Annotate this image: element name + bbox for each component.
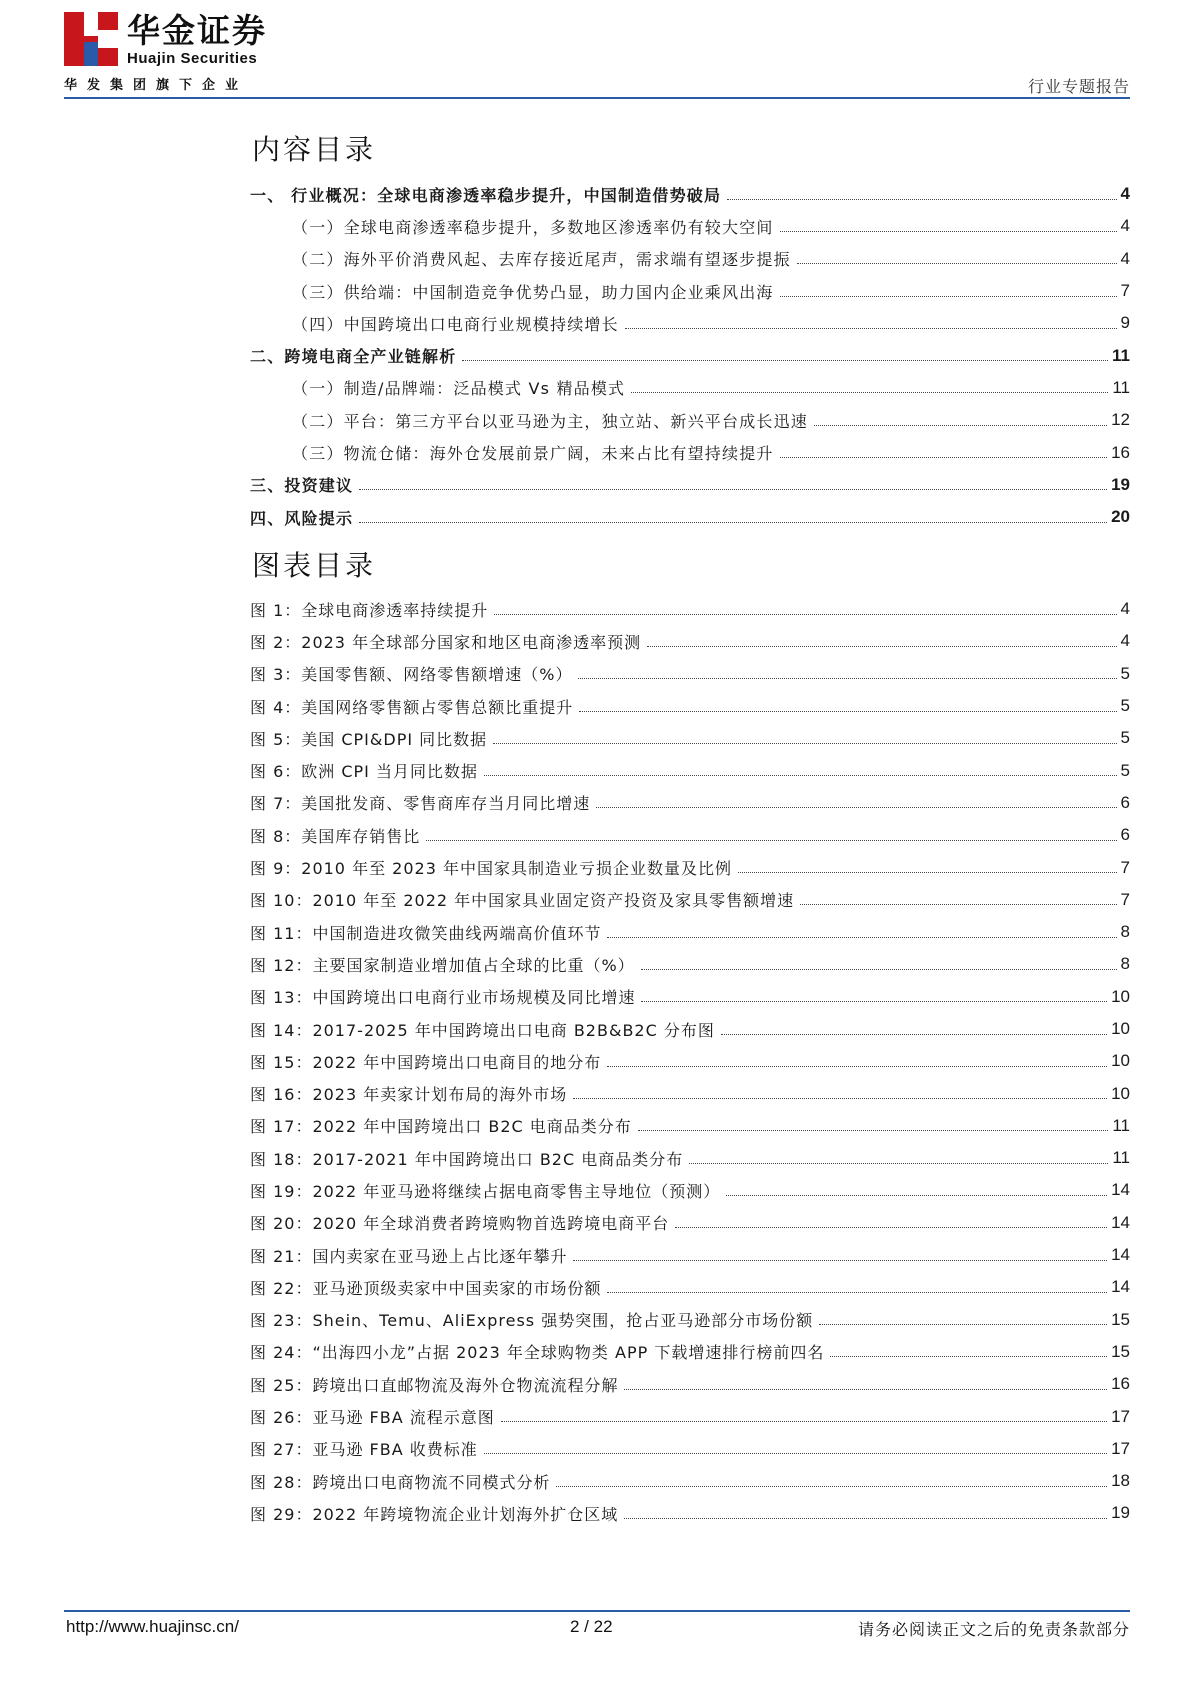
toc-entry[interactable] (250, 469, 1130, 501)
dot-leader (814, 425, 1107, 426)
entry-label: 四、风险提示 (250, 508, 354, 528)
entry-label: （三）物流仓储：海外仓发展前景广阔，未来占比有望持续提升 (292, 444, 774, 464)
entry-label: 图 13：中国跨境出口电商行业市场规模及同比增速 (250, 988, 636, 1008)
entry-page-number: 14 (1111, 1277, 1130, 1297)
dot-leader (484, 775, 1117, 776)
figure-entry[interactable] (250, 1239, 1130, 1271)
figures-list (250, 593, 1130, 1530)
dot-leader (501, 1421, 1107, 1422)
figure-entry[interactable] (250, 1142, 1130, 1174)
dot-leader (797, 263, 1117, 264)
entry-label: 图 22：亚马逊顶级卖家中中国卖家的市场份额 (250, 1278, 602, 1298)
toc-entry[interactable] (250, 404, 1130, 436)
entry-page-number: 20 (1111, 507, 1130, 527)
toc-entry[interactable] (250, 243, 1130, 275)
dot-leader (830, 1356, 1107, 1357)
figure-entry[interactable] (250, 690, 1130, 722)
entry-label: 图 16：2023 年卖家计划布局的海外市场 (250, 1085, 568, 1105)
figure-entry[interactable] (250, 884, 1130, 916)
dot-leader (641, 969, 1117, 970)
dot-leader (631, 392, 1108, 393)
toc-entry[interactable] (250, 210, 1130, 242)
dot-leader (359, 522, 1107, 523)
entry-page-number: 16 (1111, 442, 1130, 462)
dot-leader (426, 840, 1116, 841)
entry-page-number: 15 (1111, 1341, 1130, 1361)
entry-label: 图 24：“出海四小龙”占据 2023 年全球购物类 APP 下载增速排行榜前四名 (250, 1343, 825, 1363)
dot-leader (689, 1163, 1108, 1164)
entry-page-number: 16 (1111, 1374, 1130, 1394)
dot-leader (573, 1260, 1107, 1261)
figure-entry[interactable] (250, 1400, 1130, 1432)
entry-label: 图 12：主要国家制造业增加值占全球的比重（%） (250, 955, 635, 975)
dot-leader (607, 1066, 1107, 1067)
dot-leader (494, 614, 1116, 615)
entry-label: 图 20：2020 年全球消费者跨境购物首选跨境电商平台 (250, 1214, 670, 1234)
dot-leader (726, 1195, 1107, 1196)
dot-leader (721, 1034, 1107, 1035)
report-type: 行业专题报告 (1027, 77, 1130, 96)
figures-title: 图表目录 (252, 549, 377, 582)
entry-page-number: 15 (1111, 1309, 1130, 1329)
entry-page-number: 5 (1120, 696, 1130, 716)
dot-leader (607, 937, 1116, 938)
dot-leader (800, 904, 1116, 905)
entry-label: （三）供给端：中国制造竞争优势凸显，助力国内企业乘风出海 (292, 282, 774, 302)
toc-title: 内容目录 (252, 133, 377, 166)
dot-leader (607, 1292, 1107, 1293)
dot-leader (738, 872, 1117, 873)
entry-page-number: 8 (1120, 922, 1130, 942)
dot-leader (573, 1098, 1107, 1099)
figure-entry[interactable] (250, 1433, 1130, 1465)
dot-leader (556, 1486, 1107, 1487)
entry-label: 图 21：国内卖家在亚马逊上占比逐年攀升 (250, 1246, 568, 1266)
entry-label: 图 23：Shein、Temu、AliExpress 强势突围，抢占亚马逊部分市场份额 (250, 1311, 814, 1331)
entry-page-number: 19 (1111, 474, 1130, 494)
entry-page-number: 4 (1120, 184, 1130, 204)
entry-page-number: 5 (1120, 760, 1130, 780)
group-tagline: 华发集团旗下企业 (64, 78, 249, 93)
entry-page-number: 7 (1120, 857, 1130, 877)
dot-leader (625, 328, 1117, 329)
entry-label: 一、 行业概况：全球电商渗透率稳步提升，中国制造借势破局 (250, 185, 722, 205)
dot-leader (780, 296, 1117, 297)
dot-leader (596, 807, 1116, 808)
entry-label: 图 6：欧洲 CPI 当月同比数据 (250, 762, 478, 782)
dot-leader (578, 678, 1116, 679)
entry-page-number: 9 (1120, 313, 1130, 333)
dot-leader (484, 1453, 1107, 1454)
entry-label: 图 2：2023 年全球部分国家和地区电商渗透率预测 (250, 632, 642, 652)
page-header (64, 8, 1130, 102)
figure-entry[interactable] (250, 1271, 1130, 1303)
entry-label: （二）海外平价消费风起、去库存接近尾声，需求端有望逐步提振 (292, 250, 791, 270)
entry-page-number: 12 (1111, 410, 1130, 430)
figure-entry[interactable] (250, 1110, 1130, 1142)
dot-leader (624, 1518, 1107, 1519)
entry-label: 图 15：2022 年中国跨境出口电商目的地分布 (250, 1052, 602, 1072)
entry-page-number: 11 (1112, 345, 1130, 365)
entry-label: 图 9：2010 年至 2023 年中国家具制造业亏损企业数量及比例 (250, 859, 732, 879)
entry-page-number: 17 (1111, 1438, 1130, 1458)
figure-entry[interactable] (250, 1368, 1130, 1400)
entry-label: （一）制造/品牌端：泛品模式 Vs 精品模式 (292, 379, 626, 399)
entry-label: 图 26：亚马逊 FBA 流程示意图 (250, 1408, 495, 1428)
entry-page-number: 18 (1111, 1471, 1130, 1491)
dot-leader (647, 646, 1116, 647)
entry-label: 图 4：美国网络零售额占零售总额比重提升 (250, 697, 574, 717)
dot-leader (780, 457, 1107, 458)
entry-label: 图 3：美国零售额、网络零售额增速（%） (250, 665, 573, 685)
figure-entry[interactable] (250, 1013, 1130, 1045)
dot-leader (493, 743, 1116, 744)
entry-page-number: 19 (1111, 1503, 1130, 1523)
entry-label: 图 11：中国制造进攻微笑曲线两端高价值环节 (250, 923, 602, 943)
footer-disclaimer: 请务必阅读正文之后的免责条款部分 (857, 1620, 1130, 1639)
toc-entry[interactable] (250, 501, 1130, 533)
entry-label: 图 27：亚马逊 FBA 收费标准 (250, 1440, 478, 1460)
entry-label: 图 10：2010 年至 2022 年中国家具业固定资产投资及家具零售额增速 (250, 891, 795, 911)
entry-label: 图 28：跨境出口电商物流不同模式分析 (250, 1472, 551, 1492)
dot-leader (579, 711, 1116, 712)
entry-page-number: 17 (1111, 1406, 1130, 1426)
entry-label: 图 8：美国库存销售比 (250, 826, 421, 846)
dot-leader (780, 231, 1117, 232)
entry-page-number: 5 (1120, 728, 1130, 748)
footer-url-link[interactable]: http://www.huajinsc.cn/ (66, 1617, 239, 1636)
entry-page-number: 11 (1112, 1148, 1130, 1168)
figure-entry[interactable] (250, 1077, 1130, 1109)
toc-entry[interactable] (250, 178, 1130, 210)
figure-entry[interactable] (250, 787, 1130, 819)
figure-entry[interactable] (250, 722, 1130, 754)
toc-entry[interactable] (250, 339, 1130, 371)
brand-name-cn: 华金证券 (127, 11, 267, 50)
figure-entry[interactable] (250, 981, 1130, 1013)
entry-page-number: 5 (1120, 663, 1130, 683)
entry-label: （二）平台：第三方平台以亚马逊为主，独立站、新兴平台成长迅速 (292, 411, 809, 431)
figure-entry[interactable] (250, 948, 1130, 980)
dot-leader (727, 199, 1116, 200)
entry-label: 图 5：美国 CPI&DPI 同比数据 (250, 729, 488, 749)
toc-entry[interactable] (250, 307, 1130, 339)
toc-entry[interactable] (250, 436, 1130, 468)
dot-leader (819, 1324, 1107, 1325)
entry-label: 二、跨境电商全产业链解析 (250, 347, 457, 367)
dot-leader (359, 489, 1107, 490)
figure-entry[interactable] (250, 625, 1130, 657)
footer-divider (64, 1610, 1130, 1612)
entry-page-number: 14 (1111, 1180, 1130, 1200)
entry-page-number: 10 (1111, 1083, 1130, 1103)
figure-entry[interactable] (250, 754, 1130, 786)
huajin-logo-icon (64, 12, 118, 66)
figure-entry[interactable] (250, 658, 1130, 690)
entry-page-number: 14 (1111, 1245, 1130, 1265)
figure-entry[interactable] (250, 819, 1130, 851)
entry-page-number: 7 (1120, 281, 1130, 301)
entry-label: 图 19：2022 年亚马逊将继续占据电商零售主导地位（预测） (250, 1181, 721, 1201)
dot-leader (624, 1389, 1107, 1390)
entry-page-number: 4 (1120, 216, 1130, 236)
header-divider (64, 97, 1130, 99)
entry-label: 图 17：2022 年中国跨境出口 B2C 电商品类分布 (250, 1117, 632, 1137)
figure-entry[interactable] (250, 1174, 1130, 1206)
figure-entry[interactable] (250, 1207, 1130, 1239)
entry-page-number: 4 (1120, 631, 1130, 651)
entry-label: 三、投资建议 (250, 476, 354, 496)
dot-leader (641, 1001, 1107, 1002)
entry-label: 图 25：跨境出口直邮物流及海外仓物流流程分解 (250, 1375, 619, 1395)
entry-label: （四）中国跨境出口电商行业规模持续增长 (292, 314, 619, 334)
entry-page-number: 4 (1120, 599, 1130, 619)
brand-name-en: Huajin Securities (127, 50, 258, 67)
entry-page-number: 6 (1120, 825, 1130, 845)
entry-page-number: 7 (1120, 889, 1130, 909)
entry-page-number: 14 (1111, 1212, 1130, 1232)
figure-entry[interactable] (250, 916, 1130, 948)
figure-entry[interactable] (250, 1045, 1130, 1077)
entry-label: 图 29：2022 年跨境物流企业计划海外扩仓区域 (250, 1504, 619, 1524)
entry-page-number: 4 (1120, 248, 1130, 268)
figure-entry[interactable] (250, 1336, 1130, 1368)
figure-entry[interactable] (250, 1304, 1130, 1336)
entry-page-number: 10 (1111, 1051, 1130, 1071)
entry-label: 图 18：2017-2021 年中国跨境出口 B2C 电商品类分布 (250, 1149, 684, 1169)
entry-page-number: 10 (1111, 1019, 1130, 1038)
dot-leader (638, 1130, 1109, 1131)
figure-entry[interactable] (250, 851, 1130, 883)
entry-label: 图 7：美国批发商、零售商库存当月同比增速 (250, 794, 591, 814)
figure-entry[interactable] (250, 1465, 1130, 1497)
dot-leader (675, 1227, 1107, 1228)
page-number: 2 / 22 (570, 1617, 613, 1636)
figure-entry[interactable] (250, 593, 1130, 625)
entry-page-number: 6 (1120, 792, 1130, 812)
toc-list (250, 178, 1130, 533)
figure-entry[interactable] (250, 1497, 1130, 1529)
toc-entry[interactable] (250, 275, 1130, 307)
entry-page-number: 10 (1111, 986, 1130, 1006)
entry-label: 图 14：2017-2025 年中国跨境出口电商 B2B&B2C 分布图 (250, 1020, 715, 1040)
toc-entry[interactable] (250, 372, 1130, 404)
entry-page-number: 11 (1112, 377, 1130, 397)
entry-label: （一）全球电商渗透率稳步提升，多数地区渗透率仍有较大空间 (292, 217, 774, 237)
entry-page-number: 8 (1120, 954, 1130, 974)
entry-page-number: 11 (1112, 1115, 1130, 1135)
entry-label: 图 1：全球电商渗透率持续提升 (250, 600, 489, 620)
dot-leader (462, 360, 1108, 361)
